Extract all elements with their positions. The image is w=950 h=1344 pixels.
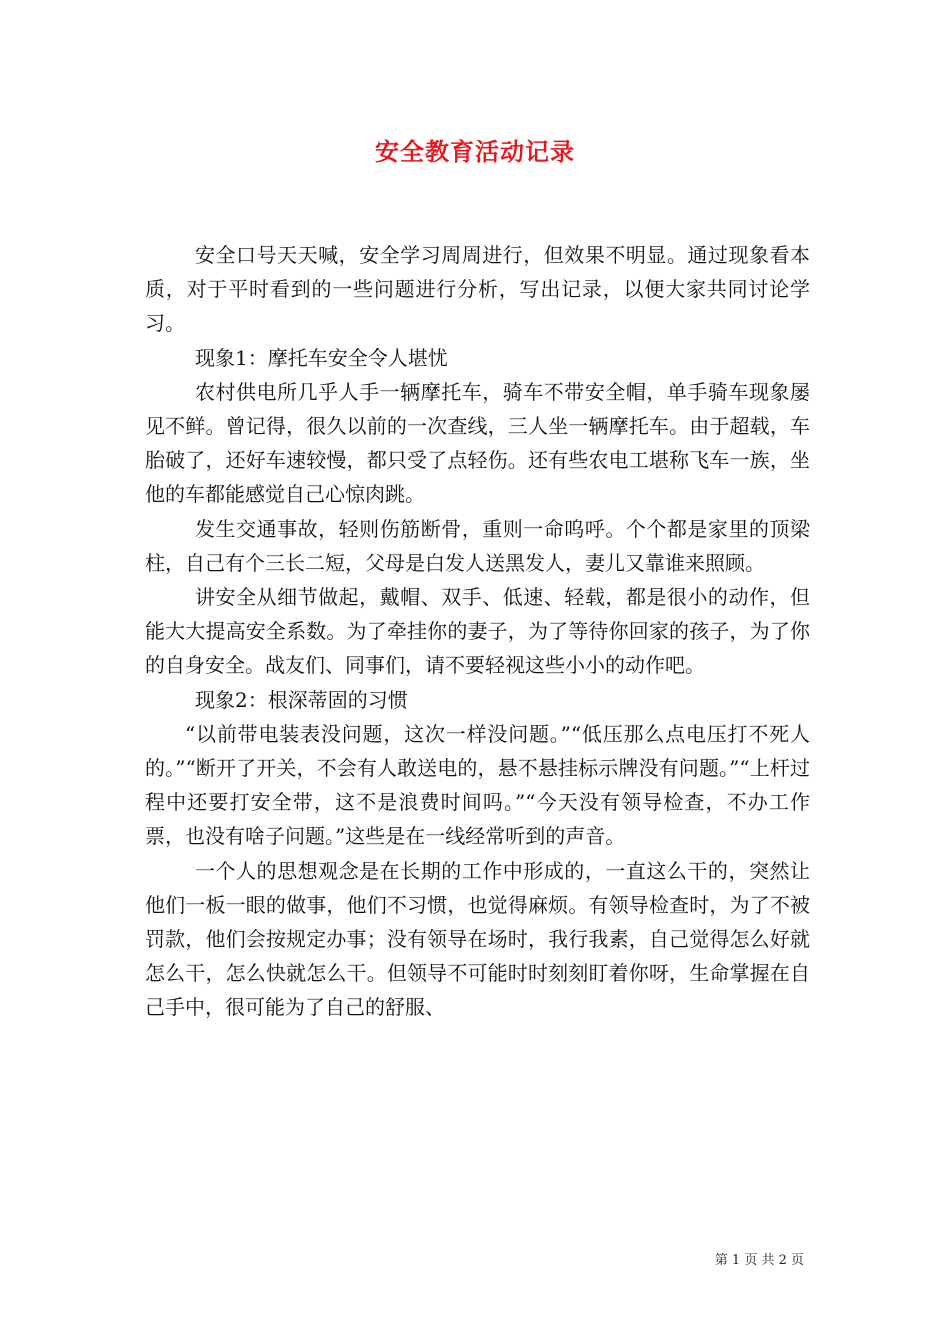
section-heading-1: 现象1：摩托车安全令人堪忧 <box>195 345 448 370</box>
paragraph: 发生交通事故，轻则伤筋断骨，重则一命呜呼。个个都是家里的顶梁柱，自己有个三长二短，父母是白发人送黑发人，妻儿又靠谁来照顾。 <box>145 516 810 575</box>
paragraph: 农村供电所几乎人手一辆摩托车，骑车不带安全帽，单手骑车现象屡见不鲜。曾记得，很久以前的一次查线，三人坐一辆摩托车。由于超载，车胎破了，还好车速较慢，都只受了点轻伤。还有些农电工堪称飞车一族，坐他的车都能感觉自己心惊肉跳。 <box>145 379 810 507</box>
paragraph: 一个人的思想观念是在长期的工作中形成的，一直这么干的，突然让他们一板一眼的做事，他们不习惯，也觉得麻烦。有领导检查时，为了不被罚款，他们会按规定办事；没有领导在场时，我行我素，自己觉得怎么好就怎么干，怎么快就怎么干。但领导不可能时时刻刻盯着你呀，生命掌握在自己手中，很可能为了自己的舒服、 <box>145 858 810 1020</box>
document-body <box>145 238 810 1025</box>
paragraph: 讲安全从细节做起，戴帽、双手、低速、轻载，都是很小的动作，但能大大提高安全系数。为了牵挂你的妻子，为了等待你回家的孩子，为了你的自身安全。战友们、同事们，请不要轻视这些小小的动作吧。 <box>145 585 810 678</box>
paragraph: “以前带电装表没问题，这次一样没问题。”“低压那么点电压打不死人的。”“断开了开关，不会有人敢送电的，悬不悬挂标示牌没有问题。”“上杆过程中还要打安全带，这不是浪费时间吗。”“今天没有领导检查，不办工作票，也没有啥子问题。”这些是在一线经常听到的声音。 <box>145 721 810 849</box>
page-indicator: 第 1 页 共 2 页 <box>714 1253 804 1268</box>
section-heading-2: 现象2：根深蒂固的习惯 <box>195 687 408 712</box>
paragraph-intro: 安全口号天天喊，安全学习周周进行，但效果不明显。通过现象看本质，对于平时看到的一些问题进行分析，写出记录，以便大家共同讨论学习。 <box>145 243 810 336</box>
document-title: 安全教育活动记录 <box>375 137 575 166</box>
